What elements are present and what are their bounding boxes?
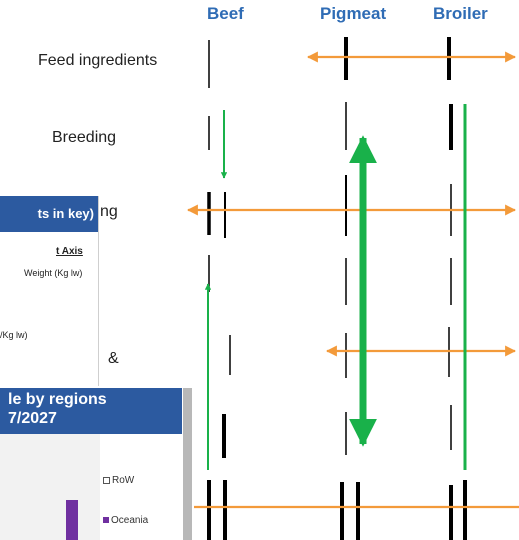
key-axis-label: t Axis	[56, 246, 83, 257]
trade-panel-header	[0, 388, 182, 434]
trade-bar-oceania	[66, 500, 78, 540]
legend-label-row: RoW	[112, 475, 135, 486]
key-text-unit: /Kg lw)	[0, 330, 28, 340]
beef-marks	[209, 40, 230, 540]
trade-panel-subtitle: 7/2027	[8, 410, 57, 427]
column-header-beef: Beef	[207, 4, 244, 23]
row-label-breeding: Breeding	[52, 129, 117, 146]
row-label-feed: Feed ingredients	[38, 52, 158, 69]
legend-item-row	[103, 475, 134, 486]
broiler-marks	[449, 37, 465, 540]
key-panel-title: ts in key)	[0, 196, 98, 232]
panel-scrollbar[interactable]	[183, 388, 192, 540]
legend-item-oceania	[103, 515, 148, 526]
legend-label-oceania: Oceania	[111, 515, 149, 526]
row-label-partial-ng: ng	[100, 203, 118, 220]
pigmeat-marks	[342, 37, 358, 540]
hollow-square-icon	[103, 477, 110, 484]
key-panel	[0, 196, 99, 386]
column-header-pigmeat: Pigmeat	[320, 4, 387, 23]
row-label-partial-amp: &	[108, 350, 119, 367]
trade-panel-title: le by regions	[8, 391, 107, 408]
trade-panel	[0, 388, 192, 540]
filled-square-icon	[103, 517, 109, 523]
trade-chart-area	[0, 434, 100, 540]
key-text-weight: Weight (Kg lw)	[24, 268, 83, 278]
column-header-broiler: Broiler	[433, 4, 488, 23]
